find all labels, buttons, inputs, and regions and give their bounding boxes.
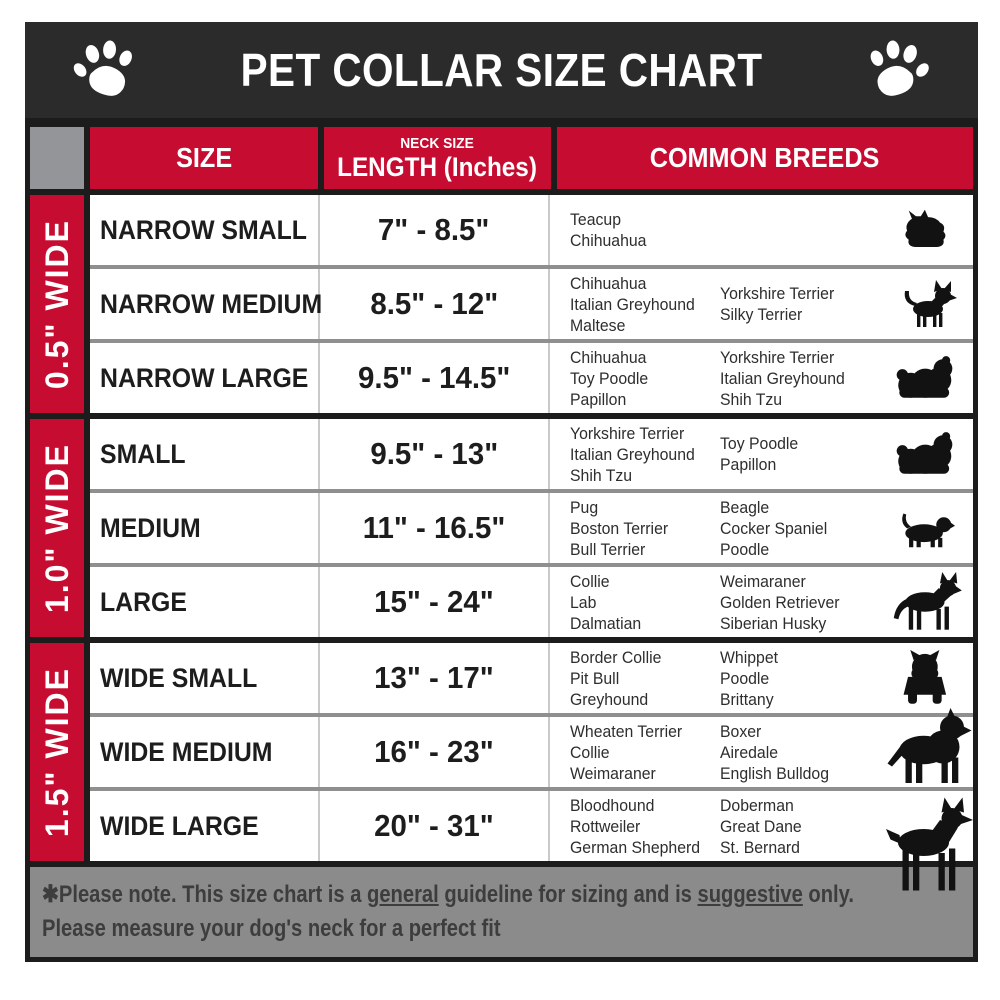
paw-icon xyxy=(71,40,140,100)
column-header-breeds xyxy=(557,127,973,189)
neck-length-value: 11" - 16.5" xyxy=(362,510,506,545)
size-group-1 xyxy=(30,195,973,413)
width-band-label: 0.5" WIDE xyxy=(38,218,75,390)
breed-name: Teacup xyxy=(570,210,621,229)
neck-length-value: 8.5" - 12" xyxy=(370,286,498,321)
breeds-cell xyxy=(550,269,973,339)
breed-name: St. Bernard xyxy=(720,837,800,857)
width-band xyxy=(30,419,84,637)
size-label: NARROW SMALL xyxy=(100,214,307,245)
title-bar xyxy=(25,22,978,118)
breed-name: Collie xyxy=(570,571,610,591)
breed-list xyxy=(570,721,720,784)
neck-length-cell xyxy=(318,567,550,637)
table-row xyxy=(90,713,973,787)
breed-name: Italian Greyhound xyxy=(720,368,845,388)
size-cell xyxy=(90,791,318,861)
breed-name: Poodle xyxy=(720,539,770,559)
breed-name: Dalmatian xyxy=(570,613,642,633)
breed-list xyxy=(570,347,720,410)
breed-list xyxy=(570,497,720,560)
breed-list xyxy=(720,347,877,410)
group-rows xyxy=(90,419,973,637)
breed-list xyxy=(720,433,877,475)
breed-list xyxy=(720,721,877,784)
footer-note-line1 xyxy=(42,878,854,912)
breeds-cell xyxy=(550,791,973,861)
size-label: MEDIUM xyxy=(100,512,201,543)
breed-name: German Shepherd xyxy=(570,837,701,857)
size-cell xyxy=(90,643,318,713)
note-text: guideline for sizing and is xyxy=(438,881,698,908)
column-header-breeds-label: COMMON BREEDS xyxy=(650,142,880,173)
length-inches-label: LENGTH (Inches) xyxy=(337,151,538,182)
bulldog-icon xyxy=(877,650,973,706)
neck-length-cell xyxy=(318,269,550,339)
size-label: SMALL xyxy=(100,438,186,469)
breed-name: Chihuahua xyxy=(570,273,647,293)
breed-name: Pit Bull xyxy=(570,668,620,688)
breed-name: English Bulldog xyxy=(720,763,829,783)
neck-length-value: 16" - 23" xyxy=(374,734,494,769)
breed-name: Great Dane xyxy=(720,816,802,836)
breed-name: Yorkshire Terrier xyxy=(570,423,685,443)
breed-name: Collie xyxy=(570,742,610,762)
breed-name: Bull Terrier xyxy=(570,539,646,559)
breeds-cell xyxy=(550,567,973,637)
neck-length-value: 7" - 8.5" xyxy=(378,212,490,247)
shepherd-icon xyxy=(877,572,973,632)
breed-name: Bloodhound xyxy=(570,795,655,815)
shih-tzu-icon xyxy=(877,352,973,404)
breed-name: Whippet xyxy=(720,647,779,667)
breed-name: Boxer xyxy=(720,721,762,741)
size-label: WIDE SMALL xyxy=(100,662,258,693)
breeds-cell xyxy=(550,419,973,489)
neck-length-value: 20" - 31" xyxy=(374,808,494,843)
breed-name: Greyhound xyxy=(570,689,649,709)
breeds-cell xyxy=(550,493,973,563)
breed-list xyxy=(720,571,877,634)
corner-cell xyxy=(30,127,84,189)
pit-bull-icon xyxy=(877,718,973,786)
size-label: LARGE xyxy=(100,586,187,617)
underlined-word: general xyxy=(367,881,439,908)
breeds-cell xyxy=(550,195,973,265)
breed-list xyxy=(720,795,877,858)
breed-name: Doberman xyxy=(720,795,794,815)
width-band-label: 1.0" WIDE xyxy=(38,442,75,614)
neck-length-cell xyxy=(318,343,550,413)
neck-length-value: 9.5" - 13" xyxy=(370,436,498,471)
breed-name: Toy Poodle xyxy=(720,434,799,453)
column-header-size-label: SIZE xyxy=(175,142,232,173)
neck-length-cell xyxy=(318,717,550,787)
breed-list xyxy=(720,497,877,560)
breed-name: Papillon xyxy=(720,455,777,474)
note-text: only. xyxy=(802,881,854,908)
breed-name: Italian Greyhound xyxy=(570,294,695,314)
breed-name: Yorkshire Terrier xyxy=(720,347,835,367)
size-cell xyxy=(90,195,318,265)
neck-length-cell xyxy=(318,419,550,489)
breed-name: Poodle xyxy=(720,668,770,688)
breed-name: Toy Poodle xyxy=(570,368,649,388)
breed-name: Brittany xyxy=(720,689,774,709)
underlined-word: suggestive xyxy=(697,881,803,908)
doberman-icon xyxy=(877,792,973,860)
breed-name: Weimaraner xyxy=(720,571,806,591)
size-cell xyxy=(90,343,318,413)
breeds-cell xyxy=(550,343,973,413)
size-label: WIDE MEDIUM xyxy=(100,736,273,767)
size-table xyxy=(25,118,978,962)
breed-name: Wheaten Terrier xyxy=(570,721,683,741)
breed-name: Silky Terrier xyxy=(720,305,803,324)
chihuahua-icon xyxy=(877,279,973,329)
table-row xyxy=(90,419,973,489)
table-row xyxy=(90,195,973,265)
table-row xyxy=(90,563,973,637)
size-group-2 xyxy=(30,419,973,637)
breed-name: Pug xyxy=(570,497,599,517)
breed-name: Cocker Spaniel xyxy=(720,518,828,538)
breed-list xyxy=(570,571,720,634)
neck-length-cell xyxy=(318,791,550,861)
breeds-cell xyxy=(550,643,973,713)
breeds-cell xyxy=(550,717,973,787)
neck-size-label: NECK SIZE xyxy=(400,134,475,152)
yorkie-icon xyxy=(877,209,973,251)
neck-length-value: 15" - 24" xyxy=(374,584,494,619)
neck-length-cell xyxy=(318,643,550,713)
table-row xyxy=(90,787,973,861)
breed-list xyxy=(570,647,720,710)
neck-length-cell xyxy=(318,493,550,563)
paw-icon xyxy=(863,40,932,100)
breed-list xyxy=(570,209,720,251)
breed-list xyxy=(570,795,720,858)
size-group-3 xyxy=(30,643,973,861)
footer-note xyxy=(30,867,973,957)
breed-list xyxy=(720,647,877,710)
breed-name: Beagle xyxy=(720,497,770,517)
column-header-length xyxy=(324,127,551,189)
breed-name: Chihuahua xyxy=(570,347,647,367)
footer-note-line2: Please measure your dog's neck for a perfect fit xyxy=(42,915,501,942)
breed-name: Weimaraner xyxy=(570,763,656,783)
breed-name: Italian Greyhound xyxy=(570,444,695,464)
shih-tzu-icon xyxy=(877,428,973,480)
size-cell xyxy=(90,567,318,637)
column-header-size xyxy=(90,127,318,189)
size-label: NARROW MEDIUM xyxy=(100,288,323,319)
size-cell xyxy=(90,419,318,489)
page-title: PET COLLAR SIZE CHART xyxy=(240,44,763,96)
neck-length-cell xyxy=(318,195,550,265)
group-rows xyxy=(90,195,973,413)
size-label: WIDE LARGE xyxy=(100,810,259,841)
breed-name: Shih Tzu xyxy=(570,465,633,485)
neck-length-value: 13" - 17" xyxy=(374,660,494,695)
breed-name: Border Collie xyxy=(570,647,662,667)
size-cell xyxy=(90,717,318,787)
table-row xyxy=(90,265,973,339)
breed-name: Boston Terrier xyxy=(570,518,669,538)
size-cell xyxy=(90,269,323,339)
width-band xyxy=(30,643,84,861)
breed-name: Airedale xyxy=(720,742,779,762)
table-row xyxy=(90,339,973,413)
table-row xyxy=(90,643,973,713)
table-header-row xyxy=(30,127,973,189)
breed-name: Chihuahua xyxy=(570,231,647,250)
width-band-label: 1.5" WIDE xyxy=(38,666,75,838)
breed-name: Papillon xyxy=(570,389,627,409)
breed-name: Shih Tzu xyxy=(720,389,783,409)
neck-length-value: 9.5" - 14.5" xyxy=(357,360,511,395)
breed-name: Lab xyxy=(570,592,597,612)
breed-name: Rottweiler xyxy=(570,816,641,836)
breed-list xyxy=(570,423,720,486)
note-text: ✱Please note. This size chart is a xyxy=(42,881,368,908)
breed-name: Siberian Husky xyxy=(720,613,827,633)
breed-name: Yorkshire Terrier xyxy=(720,284,835,303)
breed-name: Maltese xyxy=(570,315,626,335)
breed-list xyxy=(720,283,877,325)
width-band xyxy=(30,195,84,413)
table-row xyxy=(90,489,973,563)
breed-name: Golden Retriever xyxy=(720,592,840,612)
size-label: NARROW LARGE xyxy=(100,362,309,393)
size-cell xyxy=(90,493,318,563)
breed-list xyxy=(570,273,720,336)
size-chart xyxy=(25,22,978,962)
beagle-icon xyxy=(877,506,973,551)
group-rows xyxy=(90,643,973,861)
